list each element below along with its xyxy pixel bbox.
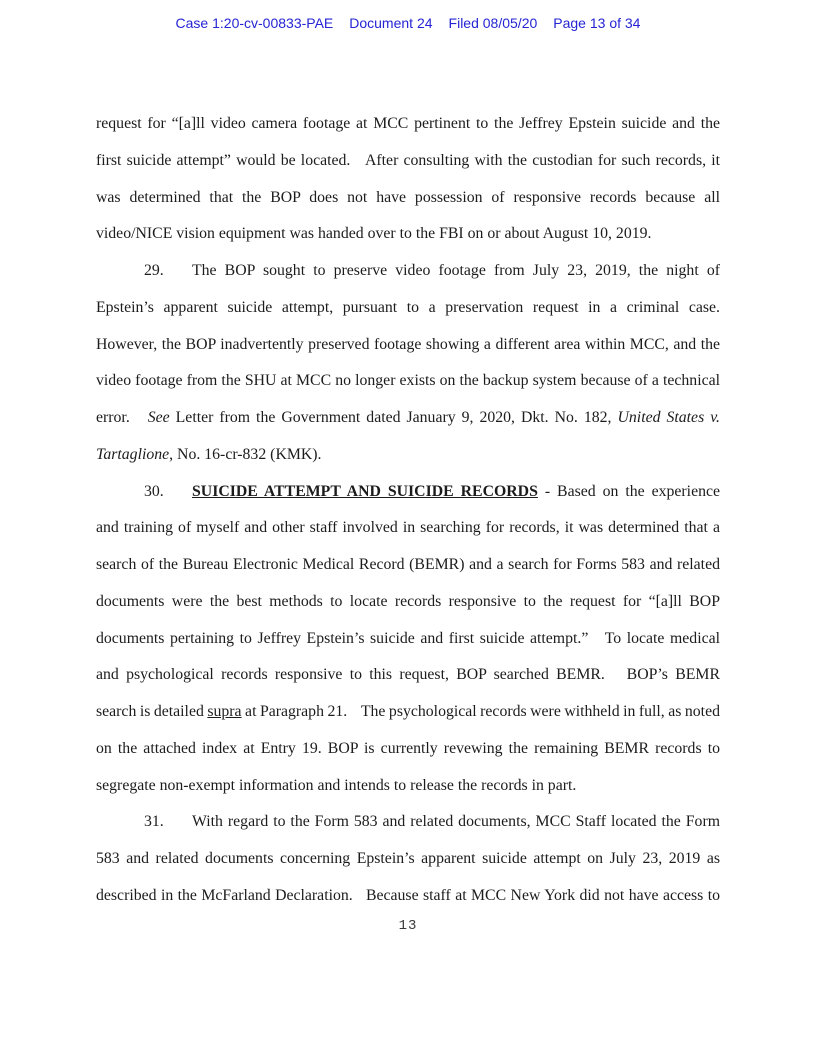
text-segment: Tartaglione [96,445,170,463]
text-segment: Epstein’s apparent suicide attempt, pursuant to a preservation request in a criminal case. [96,298,720,316]
pacer-stamp [0,15,816,32]
text-line [96,327,720,364]
text-segment: With regard to the Form 583 and related documents, MCC Staff located the Form [192,813,720,831]
text-segment: The BOP sought to preserve video footage from July 23, 2019, the night of [192,262,720,279]
paragraph-number: 31. [144,813,164,831]
text-segment: , No. 16-cr-832 (KMK). [169,445,322,463]
stamp-page-count: Page 13 of 34 [553,15,641,31]
text-line [96,694,720,731]
text-line [96,253,720,290]
text-line [96,804,720,841]
text-segment: segregate non-exempt information and intends to release the records in part. [96,776,577,794]
text-segment: 583 and related documents concerning Epstein’s apparent suicide attempt on July 23, 2019 as [96,850,720,867]
text-segment: described in the McFarland Declaration. Because staff at MCC New York did not have access to [96,886,720,904]
text-segment: and psychological records responsive to this request, BOP searched BEMR. BOP’s BEMR [96,666,720,684]
text-line [96,547,720,584]
stamp-case-number: Case 1:20-cv-00833-PAE [175,15,334,31]
text-segment: SUICIDE ATTEMPT AND SUICIDE RECORDS [192,482,538,500]
text-line [96,584,720,621]
text-segment: supra [207,703,242,720]
text-line [96,216,720,253]
text-segment: and training of myself and other staff involved in searching for records, it was determined that a [96,519,720,537]
text-line [96,180,720,217]
text-segment: - Based on the experience [537,482,721,500]
text-segment: See [147,409,170,426]
stamp-document-number: Document 24 [349,15,433,31]
text-line [96,474,720,511]
text-segment: video/NICE vision equipment was handed over to the FBI on or about August 10, 2019. [96,225,652,243]
text-segment: request for “[a]ll video camera footage at MCC pertinent to the Jeffrey Epstein suicide and the [96,115,720,132]
text-line [96,621,720,658]
text-segment: search is detailed [96,703,208,720]
text-segment: However, the BOP inadvertently preserved footage showing a different area within MCC, and the [96,335,720,353]
text-segment: error. [96,409,148,426]
text-segment: documents pertaining to Jeffrey Epstein’s suicide and first suicide attempt.” To locate medical [96,629,720,647]
paragraph-number: 30. [144,482,164,500]
text-line [96,731,720,768]
text-line [96,106,720,143]
text-segment: was determined that the BOP does not have possession of responsive records because all [96,188,720,206]
text-line [96,768,720,805]
text-segment: first suicide attempt” would be located. After consulting with the custodian for such records, it [96,151,720,169]
text-segment: Letter from the Government dated January 9, 2020, Dkt. No. 182, [169,409,618,426]
page-number: 13 [398,918,418,934]
text-line [96,657,720,694]
document-body [96,106,720,915]
text-line [96,363,720,400]
paragraph-number: 29. [144,262,164,279]
text-segment: video footage from the SHU at MCC no longer exists on the backup system because of a technical [96,372,720,390]
text-segment: documents were the best methods to locate records responsive to the request for “[a]ll BOP [96,592,720,610]
text-segment: United States v. [617,409,720,426]
text-line [96,510,720,547]
text-line [96,878,720,915]
text-line [96,143,720,180]
text-line [96,400,720,437]
text-segment: search of the Bureau Electronic Medical Record (BEMR) and a search for Forms 583 and related [96,556,720,573]
text-line [96,437,720,474]
text-segment: at Paragraph 21. The psychological records were withheld in full, as noted [241,703,720,720]
text-line [96,841,720,878]
stamp-filed-date: Filed 08/05/20 [448,15,538,31]
text-segment: on the attached index at Entry 19. BOP is currently revewing the remaining BEMR records to [96,739,720,757]
text-line [96,290,720,327]
